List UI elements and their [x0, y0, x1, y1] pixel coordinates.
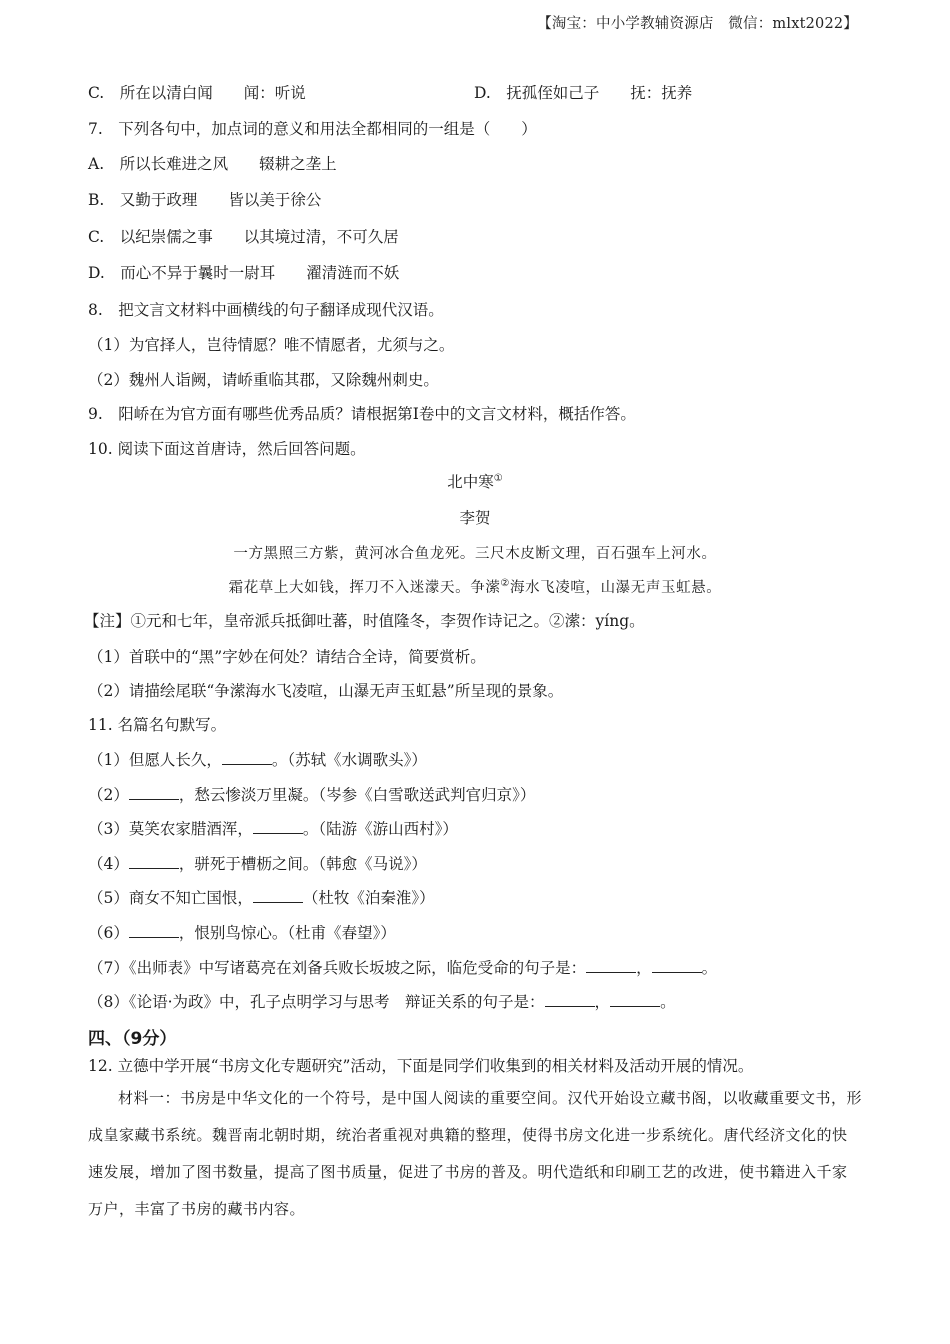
poem-note: 【注】①元和七年，皇帝派兵抵御吐蕃，时值隆冬，李贺作诗记之。②潆：yíng。	[84, 612, 645, 630]
answer-blank[interactable]	[586, 958, 636, 973]
page-header: 【淘宝：中小学教辅资源店 微信：mlxt2022】	[537, 16, 858, 32]
poem-title: 北中寒①	[447, 472, 503, 491]
answer-blank[interactable]	[253, 819, 303, 834]
answer-blank[interactable]	[253, 888, 303, 903]
q7-stem: 7. 下列各句中，加点词的意义和用法全都相同的一组是（ ）	[88, 120, 537, 138]
q12-stem: 12. 立德中学开展“书房文化专题研究”活动，下面是同学们收集到的相关材料及活动开展的情况。	[88, 1057, 754, 1075]
q7-option-b: B. 又勤于政理 皆以美于徐公	[88, 191, 322, 209]
q10-stem: 10. 阅读下面这首唐诗，然后回答问题。	[88, 440, 366, 458]
q10-sub-1: （1）首联中的“黑”字妙在何处？请结合全诗，简要赏析。	[88, 648, 486, 666]
q11-item-3: （3）莫笑农家腊酒浑， 。（陆游《游山西村》）	[88, 820, 458, 838]
q8-sentence-2: （2）魏州人诣阙，请峤重临其郡，又除魏州刺史。	[88, 371, 439, 389]
q7-option-d: D. 而心不异于曩时一尉耳 濯清涟而不妖	[88, 264, 400, 282]
answer-blank[interactable]	[545, 992, 595, 1007]
q11-item-1: （1）但愿人长久， 。（苏轼《水调歌头》）	[88, 751, 427, 769]
poem-line-2: 霜花草上大如钱，挥刀不入迷濛天。争潆②海水飞凌喧，山瀑无声玉虹悬。	[228, 578, 722, 596]
answer-blank[interactable]	[222, 750, 272, 765]
q8-stem: 8. 把文言文材料中画横线的句子翻译成现代汉语。	[88, 301, 444, 319]
q11-item-4: （4） ，骈死于槽枥之间。（韩愈《马说》）	[88, 855, 427, 873]
q11-item-7: （7）《出师表》中写诸葛亮在刘备兵败长坂坡之际，临危受命的句子是： ， 。	[88, 959, 718, 977]
section-heading: 四、（9分）	[88, 1029, 177, 1049]
q6-option-d: D. 抚孤侄如己子 抚：抚养	[474, 84, 693, 102]
q11-item-6: （6） ，恨别鸟惊心。（杜甫《春望》）	[88, 924, 396, 942]
q12-material-1: 材料一：书房是中华文化的一个符号，是中国人阅读的重要空间。汉代开始设立藏书阁，以收藏重要文书，形成皇家藏书系统。魏晋南北朝时期，统治者重视对典籍的整理，使得书房文化进一步系统化。唐代经济文化的快速发展，增加了图书数量，提高了图书质量，促进了书房的普及。明代造纸和印刷工艺的改进，使书籍进入千家万户，丰富了书房的藏书内容。	[88, 1089, 863, 1218]
q11-item-5: （5）商女不知亡国恨， （杜牧《泊秦淮》）	[88, 889, 435, 907]
q11-item-8: （8）《论语·为政》中，孔子点明学习与思考 辩证关系的句子是： ， 。	[88, 993, 676, 1011]
q11-item-2: （2） ，愁云惨淡万里凝。（岑参《白雪歌送武判官归京》）	[88, 786, 536, 804]
answer-blank[interactable]	[129, 923, 179, 938]
q7-option-a: A. 所以长难进之风 辍耕之垄上	[88, 155, 337, 173]
q10-sub-2: （2）请描绘尾联“争潆海水飞凌喧，山瀑无声玉虹悬”所呈现的景象。	[88, 682, 564, 700]
q8-sentence-1: （1）为官择人，岂待情愿？唯不情愿者，尤须与之。	[88, 336, 455, 354]
answer-blank[interactable]	[129, 785, 179, 800]
answer-blank[interactable]	[129, 854, 179, 869]
poem-author: 李贺	[459, 509, 491, 527]
q6-option-c: C. 所在以清白闻 闻：听说	[88, 84, 306, 102]
poem-line-1: 一方黑照三方紫，黄河冰合鱼龙死。三尺木皮断文理，百石强车上河水。	[233, 546, 717, 562]
q9-stem: 9. 阳峤在为官方面有哪些优秀品质？请根据第Ⅰ卷中的文言文材料，概括作答。	[88, 405, 636, 423]
answer-blank[interactable]	[652, 958, 702, 973]
poem-title-note-marker: ①	[493, 472, 503, 484]
answer-blank[interactable]	[610, 992, 660, 1007]
poem-line-note-marker: ②	[500, 578, 510, 590]
q7-option-c: C. 以纪崇儒之事 以其境过清，不可久居	[88, 228, 399, 246]
q11-stem: 11. 名篇名句默写。	[88, 716, 227, 734]
